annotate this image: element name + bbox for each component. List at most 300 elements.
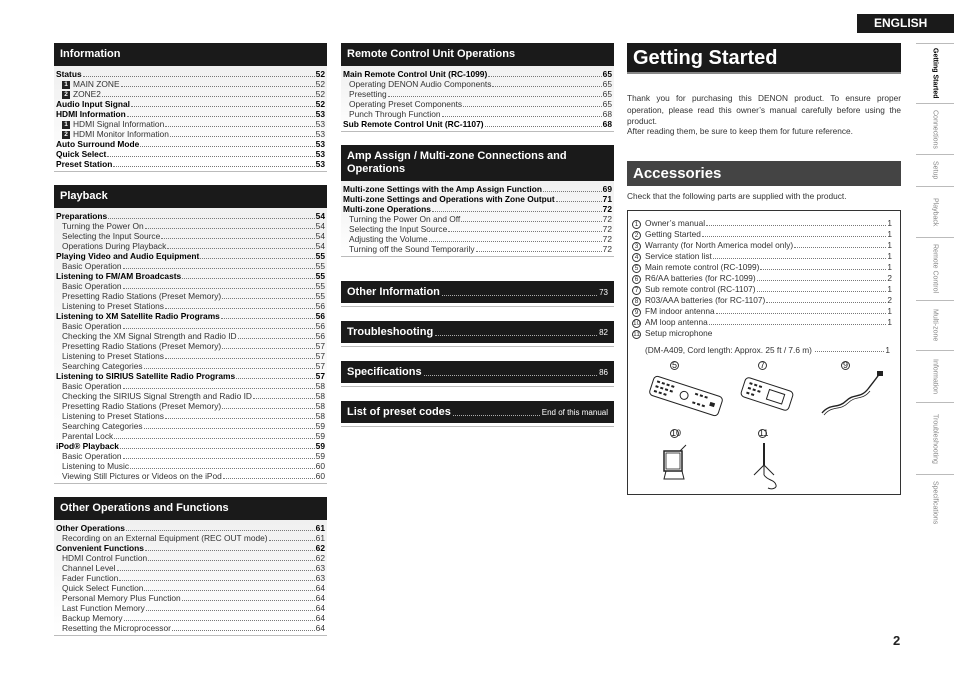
toc-section [54, 43, 327, 172]
dot-leader [131, 106, 315, 107]
toc-entry-page: 59 [315, 431, 325, 441]
toc-entry-page: 56 [315, 331, 325, 341]
toc-entry-title: Multi-zone Settings with the Amp Assign Function [343, 184, 542, 194]
toc-section-title: Information [54, 43, 327, 66]
dot-leader [223, 478, 315, 479]
chapter-tab-label: Troubleshooting [931, 413, 939, 464]
dot-leader [463, 106, 602, 107]
dot-leader [140, 146, 314, 147]
toc-entry-title: Turning off the Sound Temporarily [349, 244, 475, 254]
toc-entry-title: Convenient Functions [56, 543, 144, 553]
toc-entry-title: Presetting Radio Stations (Preset Memory) [62, 341, 222, 351]
toc-entry[interactable] [54, 109, 327, 119]
toc-entry-page: 61 [315, 523, 325, 533]
toc-entry-page: 72 [602, 234, 612, 244]
chapter-tab[interactable] [916, 103, 954, 154]
toc-entry-title: Status [56, 69, 82, 79]
toc-entry-title: ZONE2 [73, 89, 101, 99]
accessory-number [632, 284, 645, 295]
chapter-tab[interactable] [916, 474, 954, 530]
dot-leader [172, 630, 315, 631]
accessory-number [632, 240, 645, 251]
toc-entry[interactable] [54, 231, 327, 241]
dot-leader [123, 328, 315, 329]
am-loop-antenna-illustration [660, 443, 690, 483]
accessory-number [632, 229, 645, 240]
toc-entry[interactable] [54, 441, 327, 451]
accessory-number-circle: 3 [632, 242, 641, 251]
toc-bar-page: End of this manual [541, 407, 608, 417]
page-number: 2 [893, 633, 901, 648]
toc-entry[interactable] [54, 241, 327, 251]
chapter-tab[interactable] [916, 186, 954, 237]
toc-entry-title: Turning the Power On [62, 221, 144, 231]
chapter-tab-label: Connections [931, 109, 939, 149]
dot-leader [236, 378, 315, 379]
toc-entry-title: Last Function Memory [62, 603, 145, 613]
accessory-name: FM indoor antenna [645, 306, 715, 316]
toc-bar-entry[interactable] [341, 361, 614, 383]
dot-leader [492, 86, 601, 87]
toc-entry-page: 64 [315, 623, 325, 633]
toc-entry-title: Multi-zone Settings and Operations with Zone Output [343, 194, 555, 204]
toc-entry[interactable] [54, 251, 327, 261]
toc-section-title: Other Operations and Functions [54, 497, 327, 520]
main-remote-illustration [646, 371, 726, 421]
toc-entry[interactable] [54, 431, 327, 441]
toc-bar-title: List of preset codes [347, 406, 451, 418]
toc-entry-title: Parental Lock [62, 431, 114, 441]
toc-entry[interactable] [54, 421, 327, 431]
accessory-item [632, 295, 892, 306]
toc-entry-page: 65 [602, 69, 612, 79]
toc-entry-title: Quick Select [56, 149, 107, 159]
accessory-number-circle: 11 [633, 331, 640, 338]
toc-entry-page: 53 [315, 109, 325, 119]
dot-leader [182, 600, 315, 601]
toc-bar-entry[interactable] [341, 321, 614, 343]
dot-leader [200, 258, 314, 259]
accessory-item [632, 251, 892, 262]
toc-left-column [54, 43, 327, 636]
dot-leader [435, 335, 597, 336]
toc-entry-page: 54 [315, 231, 325, 241]
dot-leader [424, 375, 598, 376]
toc-entry-title: Basic Operation [62, 451, 122, 461]
toc-entry-page: 60 [315, 471, 325, 481]
toc-entry-page: 65 [602, 99, 612, 109]
toc-bar-title: Troubleshooting [347, 326, 434, 338]
accessory-qty: 1 [887, 240, 892, 250]
dot-leader [221, 318, 315, 319]
toc-entry-page: 65 [602, 89, 612, 99]
toc-entry[interactable] [54, 119, 327, 129]
toc-entry-page: 61 [315, 533, 325, 543]
dot-leader [716, 306, 887, 314]
toc-entry[interactable] [54, 533, 327, 543]
toc-entry[interactable] [341, 214, 614, 224]
toc-entry[interactable] [54, 89, 327, 99]
accessory-qty: 1 [887, 218, 892, 228]
intro-paragraph: Thank you for purchasing this DENON product. To ensure proper operation, please read this owner’s manual carefully before using the product. [627, 93, 901, 126]
toc-entry-page: 52 [315, 79, 325, 89]
accessory-item [632, 284, 892, 295]
toc-entry-page: 72 [602, 244, 612, 254]
toc-entry-title: Backup Memory [62, 613, 123, 623]
toc-entry-page: 53 [315, 129, 325, 139]
toc-entries [341, 181, 614, 257]
dot-leader [165, 126, 314, 127]
dot-leader [238, 338, 315, 339]
accessory-number-circle: 5 [632, 264, 641, 273]
dot-leader [123, 458, 315, 459]
accessory-item [632, 273, 892, 284]
setup-microphone-illustration [750, 441, 790, 491]
toc-entry-title: Fader Function [62, 573, 119, 583]
toc-entry-page: 54 [315, 221, 325, 231]
toc-entry[interactable] [341, 89, 614, 99]
toc-entry-title: Listening to Music [62, 461, 130, 471]
toc-entry-title: Viewing Still Pictures or Videos on the iPod [62, 471, 222, 481]
accessory-name: R6/AA batteries (for RC-1099) [645, 273, 756, 283]
toc-entry[interactable] [54, 593, 327, 603]
toc-entry[interactable] [54, 341, 327, 351]
dot-leader [165, 308, 315, 309]
toc-section [54, 185, 327, 484]
toc-entry-title: Other Operations [56, 523, 125, 533]
toc-entry-page: 59 [315, 451, 325, 461]
toc-entry[interactable] [341, 79, 614, 89]
accessory-name: Sub remote control (RC-1107) [645, 284, 756, 294]
chapter-tab[interactable] [916, 237, 954, 300]
dot-leader [124, 620, 315, 621]
toc-entry[interactable] [54, 371, 327, 381]
chapter-tab[interactable] [916, 402, 954, 474]
accessories-title: Accessories [627, 161, 901, 186]
toc-entry-page: 72 [602, 204, 612, 214]
accessory-name: AM loop antenna [645, 317, 708, 327]
dot-leader [144, 368, 315, 369]
toc-entry[interactable] [54, 391, 327, 401]
toc-entry-page: 58 [315, 411, 325, 421]
chapter-tab-label: Information [931, 358, 939, 395]
toc-bar-title: Specifications [347, 366, 422, 378]
toc-entry-title: iPod® Playback [56, 441, 119, 451]
toc-bar-section [341, 281, 614, 307]
toc-entry[interactable] [54, 603, 327, 613]
chapter-tab[interactable] [916, 300, 954, 350]
dot-leader [442, 295, 597, 296]
accessory-number [632, 251, 645, 262]
toc-entry-page: 60 [315, 461, 325, 471]
toc-entry-title: Quick Select Function [62, 583, 144, 593]
dot-leader [757, 273, 887, 281]
toc-entry-title: Audio Input Signal [56, 99, 130, 109]
dot-leader [442, 116, 602, 117]
toc-entry-page: 52 [315, 69, 325, 79]
toc-entry[interactable] [54, 543, 327, 553]
toc-entry-page: 59 [315, 441, 325, 451]
toc-entry[interactable] [54, 563, 327, 573]
toc-middle-column [341, 43, 614, 427]
toc-entry[interactable] [54, 79, 327, 89]
toc-entry[interactable] [54, 331, 327, 341]
toc-entry-title: Selecting the Input Source [349, 224, 448, 234]
toc-entry-page: 54 [315, 241, 325, 251]
accessory-number-circle: 1 [632, 220, 641, 229]
toc-section-title: Remote Control Unit Operations [341, 43, 614, 66]
dot-leader [83, 76, 315, 77]
toc-entry[interactable] [54, 613, 327, 623]
dot-leader [120, 448, 315, 449]
toc-entry[interactable] [54, 291, 327, 301]
intro-paragraph-2: After reading them, be sure to keep them for future reference. [627, 126, 853, 136]
chapter-tab-label: Remote Control [931, 244, 939, 294]
toc-entry-page: 57 [315, 341, 325, 351]
toc-entry[interactable] [341, 244, 614, 254]
toc-entry[interactable] [341, 109, 614, 119]
dot-leader [706, 218, 886, 226]
toc-entry-page: 64 [315, 583, 325, 593]
toc-entry-page: 57 [315, 361, 325, 371]
dot-leader [145, 228, 315, 229]
toc-entry-title: Searching Categories [62, 421, 143, 431]
toc-section [341, 43, 614, 132]
toc-entry-title: Channel Level [62, 563, 116, 573]
toc-entry[interactable] [54, 471, 327, 481]
accessory-number [632, 273, 645, 284]
toc-entry-page: 55 [315, 291, 325, 301]
toc-entry-title: Listening to Preset Stations [62, 301, 164, 311]
toc-entry-page: 69 [602, 184, 612, 194]
toc-entry-page: 53 [315, 149, 325, 159]
toc-entry[interactable] [54, 351, 327, 361]
toc-bar-entry[interactable] [341, 401, 614, 423]
toc-entry-page: 68 [602, 119, 612, 129]
toc-entry-title: Checking the SIRIUS Signal Strength and Radio ID [62, 391, 252, 401]
toc-entry-title: Personal Memory Plus Function [62, 593, 181, 603]
toc-entry[interactable] [54, 361, 327, 371]
toc-entry-title: Presetting Radio Stations (Preset Memory) [62, 401, 222, 411]
toc-entry[interactable] [54, 271, 327, 281]
accessory-name: R03/AAA batteries (for RC-1107) [645, 295, 766, 305]
toc-entry[interactable] [54, 159, 327, 169]
accessory-number-circle: 2 [632, 231, 641, 240]
toc-entry[interactable] [341, 99, 614, 109]
toc-entry-title: Operations During Playback [62, 241, 167, 251]
toc-entry-title: Listening to FM/AM Broadcasts [56, 271, 182, 281]
toc-entry-page: 56 [315, 311, 325, 321]
toc-entry-title: Listening to Preset Stations [62, 411, 164, 421]
toc-entry[interactable] [54, 451, 327, 461]
toc-bar-page: 82 [599, 327, 608, 337]
toc-entry-page: 59 [315, 421, 325, 431]
toc-entry[interactable] [341, 119, 614, 129]
toc-entry[interactable] [54, 623, 327, 633]
accessory-item [632, 317, 892, 328]
toc-bar-page: 86 [599, 367, 608, 377]
toc-entry-page: 63 [315, 563, 325, 573]
toc-entries [54, 520, 327, 636]
dot-leader [113, 166, 314, 167]
accessory-qty: 1 [887, 284, 892, 294]
toc-entry[interactable] [54, 129, 327, 139]
toc-entry-title: Recording on an External Equipment (REC OUT mode) [62, 533, 268, 543]
zone-number-badge: 2 [62, 131, 70, 139]
dot-leader [144, 590, 314, 591]
chapter-tab-label: Playback [931, 197, 939, 227]
toc-entry[interactable] [54, 321, 327, 331]
toc-entry-page: 54 [315, 211, 325, 221]
toc-entry-page: 56 [315, 321, 325, 331]
accessory-number [632, 262, 645, 273]
toc-section [54, 497, 327, 636]
toc-entry-page: 55 [315, 271, 325, 281]
chapter-tab[interactable] [916, 350, 954, 402]
dot-leader [766, 295, 886, 303]
dot-leader [709, 317, 887, 325]
dot-leader [123, 388, 315, 389]
dot-leader [222, 298, 314, 299]
toc-bar-title: Other Information [347, 286, 440, 298]
accessory-number-circle: 6 [632, 275, 641, 284]
toc-section [341, 145, 614, 257]
toc-entry[interactable] [341, 184, 614, 194]
toc-entry[interactable] [54, 573, 327, 583]
toc-entry[interactable] [341, 234, 614, 244]
toc-bar-section [341, 361, 614, 387]
toc-entry-page: 57 [315, 351, 325, 361]
toc-entries [54, 66, 327, 172]
accessory-number [632, 317, 645, 328]
toc-entry[interactable] [54, 281, 327, 291]
accessories-note: Check that the following parts are supplied with the product. [627, 191, 847, 201]
mic-detail-page: 1 [885, 345, 890, 355]
toc-entry-page: 62 [315, 543, 325, 553]
dot-leader [145, 550, 315, 551]
dot-leader [108, 218, 314, 219]
dot-leader [222, 408, 314, 409]
toc-entry[interactable] [54, 261, 327, 271]
label-5: 5 [671, 360, 677, 370]
toc-entry[interactable] [341, 194, 614, 204]
toc-entry[interactable] [54, 401, 327, 411]
toc-entry-page: 53 [315, 139, 325, 149]
dot-leader [170, 136, 315, 137]
toc-entry[interactable] [54, 139, 327, 149]
accessory-number [632, 295, 645, 306]
accessory-item [632, 328, 892, 339]
accessory-name: Getting Started [645, 229, 701, 239]
toc-bar-section [341, 401, 614, 427]
chapter-tab-label: Setup [931, 161, 939, 180]
accessory-name: Service station list [645, 251, 712, 261]
toc-section-title: Playback [54, 185, 327, 208]
toc-entry[interactable] [54, 411, 327, 421]
language-label: ENGLISH [857, 14, 954, 33]
dot-leader [556, 201, 602, 202]
accessory-qty: 1 [887, 306, 892, 316]
toc-entry[interactable] [54, 553, 327, 563]
toc-entry-page: 64 [315, 593, 325, 603]
label-10: 10 [671, 428, 682, 438]
dot-leader [165, 418, 315, 419]
toc-entry-page: 58 [315, 391, 325, 401]
dot-leader [102, 96, 315, 97]
toc-entry-title: Searching Categories [62, 361, 143, 371]
accessory-name: Warranty (for North America model only) [645, 240, 794, 250]
toc-entry-page: 53 [315, 159, 325, 169]
toc-entry-page: 58 [315, 401, 325, 411]
sub-remote-illustration [738, 374, 796, 414]
toc-entry[interactable] [54, 461, 327, 471]
toc-entry-title: HDMI Control Function [62, 553, 148, 563]
dot-leader [453, 415, 540, 416]
label-9: 9 [842, 360, 848, 370]
toc-bar-page: 73 [599, 287, 608, 297]
accessory-qty: 2 [887, 273, 892, 283]
toc-entry-title: Basic Operation [62, 381, 122, 391]
toc-entry[interactable] [341, 224, 614, 234]
dot-leader [161, 238, 314, 239]
toc-bar-entry[interactable] [341, 281, 614, 303]
toc-entry[interactable] [54, 381, 327, 391]
toc-entry-title: Selecting the Input Source [62, 231, 161, 241]
toc-entry[interactable] [54, 301, 327, 311]
toc-entry[interactable] [54, 583, 327, 593]
chapter-tab[interactable] [916, 154, 954, 186]
toc-entry[interactable] [341, 69, 614, 79]
dot-leader [757, 284, 887, 292]
chapter-tabs [916, 43, 954, 530]
toc-entry[interactable] [54, 99, 327, 109]
toc-entry[interactable] [54, 311, 327, 321]
toc-entry-title: Multi-zone Operations [343, 204, 431, 214]
chapter-tab[interactable] [916, 43, 954, 103]
toc-entry-title: Playing Video and Audio Equipment [56, 251, 200, 261]
toc-entry[interactable] [341, 204, 614, 214]
toc-entry-title: Turning the Power On and Off [349, 214, 461, 224]
toc-entry-page: 72 [602, 224, 612, 234]
dot-leader [448, 231, 601, 232]
dot-leader [760, 262, 886, 270]
toc-entry[interactable] [54, 149, 327, 159]
toc-entry[interactable] [54, 211, 327, 221]
toc-entry[interactable] [54, 221, 327, 231]
dot-leader [121, 86, 315, 87]
accessory-qty: 1 [887, 229, 892, 239]
toc-entry-page: 64 [315, 613, 325, 623]
toc-entry-page: 65 [602, 79, 612, 89]
toc-entry[interactable] [54, 523, 327, 533]
accessory-number [632, 306, 645, 317]
toc-entry-title: Operating Preset Components [349, 99, 463, 109]
dot-leader [432, 211, 602, 212]
accessory-number-circle: 4 [632, 253, 641, 262]
accessory-number-circle: 10 [633, 320, 641, 327]
accessory-qty: 1 [887, 317, 892, 327]
dot-leader [713, 251, 887, 259]
getting-started-title: Getting Started [627, 43, 901, 74]
toc-entry-page: 56 [315, 301, 325, 311]
accessory-number-circle: 8 [632, 297, 641, 306]
dot-leader [148, 560, 314, 561]
accessory-qty: 1 [887, 262, 892, 272]
toc-entry-title: Listening to SIRIUS Satellite Radio Programs [56, 371, 236, 381]
toc-entry-title: Main Remote Control Unit (RC-1099) [343, 69, 488, 79]
accessory-number [632, 328, 645, 339]
toc-entry[interactable] [54, 69, 327, 79]
